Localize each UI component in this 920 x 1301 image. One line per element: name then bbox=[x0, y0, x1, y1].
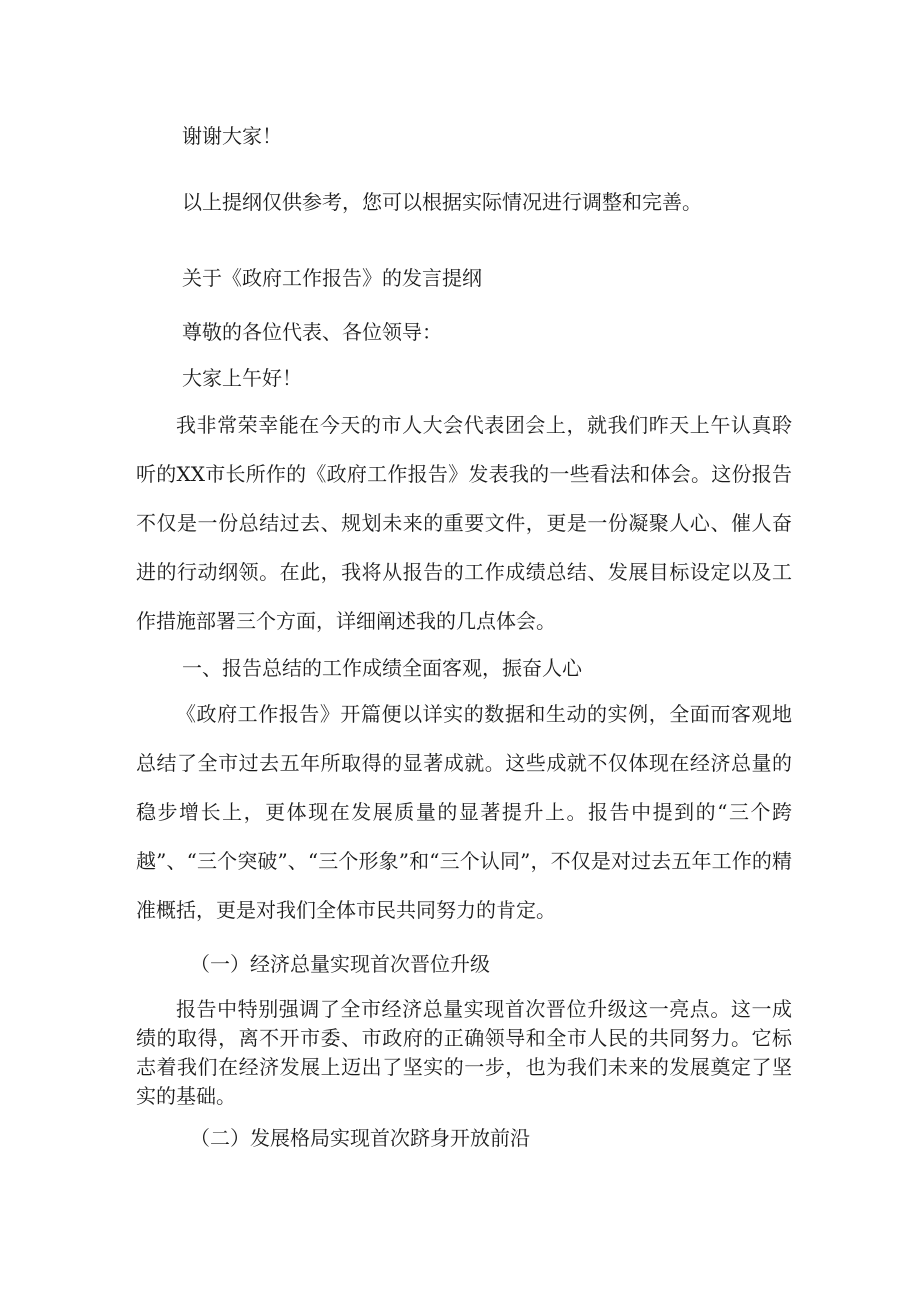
subsection-heading-1: （一）经济总量实现首次晋位升级 bbox=[190, 952, 490, 976]
subsection-heading-2: （二）发展格局实现首次跻身开放前沿 bbox=[190, 1126, 530, 1150]
intro-paragraph: 我非常荣幸能在今天的市人大会代表团会上，就我们昨天上午认真聆听的XX市长所作的《政府工作报告》发表我的一些看法和体会。这份报告不仅是一份总结过去、规划未来的重要文件，更是一份凝聚人心、催人奋进的行动纲领。在此，我将从报告的工作成绩总结、发展目标设定以及工作措施部署三个方面，详细阐述我的几点体会。 bbox=[136, 413, 792, 633]
note-text: 以上提纲仅供参考，您可以根据实际情况进行调整和完善。 bbox=[182, 190, 702, 214]
salutation: 尊敬的各位代表、各位领导： bbox=[182, 320, 442, 344]
document-title: 关于《政府工作报告》的发言提纲 bbox=[182, 266, 482, 290]
greeting: 大家上午好！ bbox=[182, 366, 302, 390]
section-1-paragraph: 《政府工作报告》开篇便以详实的数据和生动的实例，全面而客观地总结了全市过去五年所取得的显著成就。这些成就不仅体现在经济总量的稳步增长上，更体现在发展质量的显著提升上。报告中提到的“三个跨越”、“三个突破”、“三个形象”和“三个认同”，不仅是对过去五年工作的精准概括，更是对我们全体市民共同努力的肯定。 bbox=[136, 702, 792, 922]
closing-text: 谢谢大家！ bbox=[182, 124, 282, 148]
subsection-1-paragraph: 报告中特别强调了全市经济总量实现首次晋位升级这一亮点。这一成绩的取得，离不开市委、市政府的正确领导和全市人民的共同努力。它标志着我们在经济发展上迈出了坚实的一步，也为我们未来的发展奠定了坚实的基础。 bbox=[136, 997, 792, 1108]
section-heading-1: 一、报告总结的工作成绩全面客观，振奋人心 bbox=[182, 656, 582, 680]
